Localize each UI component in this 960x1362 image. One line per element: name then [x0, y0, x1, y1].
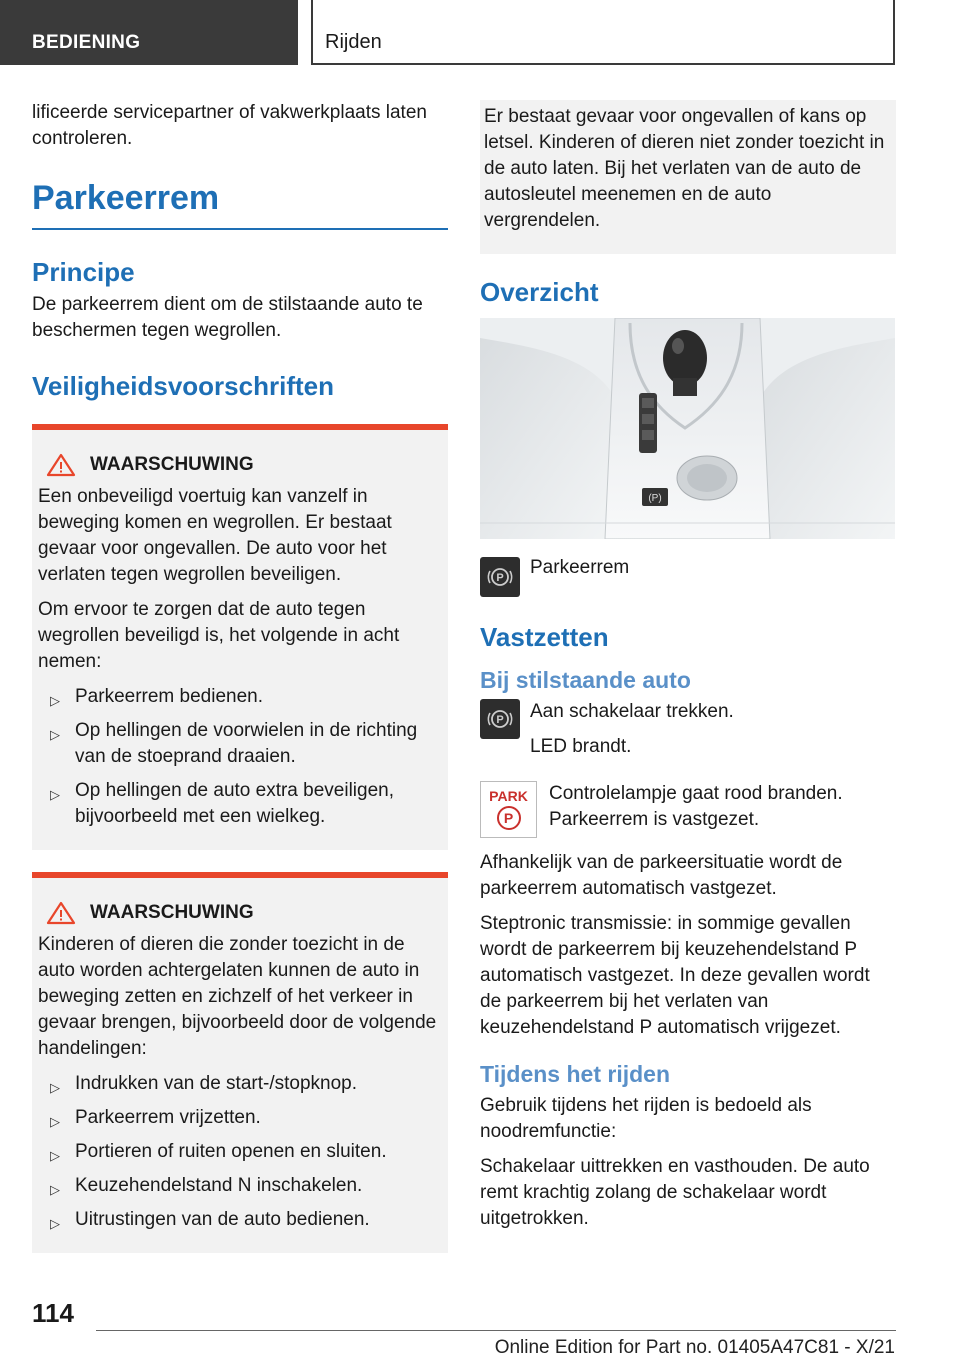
warning2-paragraph-1: Kinderen of dieren die zonder toezicht in de auto worden achtergelaten kunnen de auto in beweging zetten en zichzelf of het verkeer in gevaar brengen, bijvoorbeeld door de volgende handelingen: [38, 934, 437, 1059]
warning-title-2 [38, 900, 440, 926]
intro-paragraph: lificeerde servicepartner of vakwerkplaats laten controleren. [32, 102, 427, 149]
step-pull-switch: Aan schakelaar trekken. [530, 701, 734, 722]
list-item: ▷ Indrukken van de start-/stopknop. [38, 1071, 440, 1097]
triangle-bullet-icon: ▷ [50, 1114, 60, 1129]
parking-brake-switch-icon [480, 557, 520, 597]
triangle-bullet-icon: ▷ [50, 693, 60, 708]
parking-brake-switch-icon [480, 699, 520, 739]
footer-edition: Online Edition for Part no. 01405A47C81 - X/21 [494, 1337, 895, 1358]
list-item: ▷ Parkeerrem bedienen. [38, 684, 440, 710]
vastzetten-heading: Vastzetten [480, 622, 609, 652]
overview-heading: Overzicht [480, 277, 599, 307]
warning1-paragraph-1: Een onbeveiligd voertuig kan vanzelf in beweging komen en wegrollen. Er bestaat gevaar voor ongevallen. De auto voor het verlaten tegen wegrollen beveiligen. [38, 486, 392, 585]
warning-title-text-2: WAARSCHUWING [90, 902, 254, 923]
park-indicator-icon [480, 781, 537, 838]
safety-heading: Veiligheidsvoorschriften [32, 371, 334, 401]
triangle-bullet-icon: ▷ [50, 1148, 60, 1163]
list-item: ▷ Keuzehendelstand N inschakelen. [38, 1173, 440, 1199]
list-item: ▷ Uitrustingen van de auto bedienen. [38, 1207, 440, 1233]
warning-triangle-icon [46, 901, 76, 925]
svg-text:P: P [496, 714, 504, 726]
page-number: 114 [32, 1298, 74, 1328]
step-row [480, 699, 896, 769]
warning1-paragraph-2: Om ervoor te zorgen dat de auto tegen wegrollen beveiligd is, het volgende in acht nemen: [38, 599, 400, 672]
section-tab [0, 0, 298, 65]
stilstand-heading: Bij stilstaande auto [480, 667, 691, 693]
left-column [32, 100, 448, 1253]
list-item: ▷ Portieren of ruiten openen en sluiten. [38, 1139, 440, 1165]
triangle-bullet-icon: ▷ [50, 1182, 60, 1197]
step-led-on: LED brandt. [530, 736, 632, 757]
warning-title-text-1: WAARSCHUWING [90, 454, 254, 475]
park-icon-symbol: P [497, 806, 521, 830]
footer-divider [96, 1330, 896, 1331]
warning1-list [38, 684, 440, 830]
list-item: ▷ Op hellingen de voorwielen in de richting van de stoeprand draaien. [50, 720, 418, 767]
list-item: ▷ Op hellingen de auto extra beveiligen, bijvoorbeeld met een wielkeg. [50, 780, 395, 827]
right-column [480, 100, 896, 1241]
triangle-bullet-icon: ▷ [50, 727, 60, 742]
control-lamp-row [480, 781, 896, 842]
chapter-tab [311, 0, 895, 65]
legend-label: Parkeerrem [530, 557, 630, 578]
triangle-bullet-icon: ▷ [50, 1080, 60, 1095]
auto-apply-paragraph: Afhankelijk van de parkeersituatie wordt de parkeerrem automatisch vastgezet. [480, 852, 843, 899]
warning-continuation-box [480, 100, 896, 254]
center-console-photo [480, 318, 895, 539]
principe-heading: Principe [32, 257, 135, 287]
svg-text:(P): (P) [648, 493, 662, 504]
principe-text: De parkeerrem dient om de stilstaande auto te beschermen tegen wegrollen. [32, 294, 423, 341]
page-title: Parkeerrem [32, 176, 448, 230]
warning-box-2 [32, 872, 448, 1253]
warning-box-1 [32, 424, 448, 850]
warning-title-1 [38, 452, 440, 478]
svg-text:P: P [496, 572, 504, 584]
triangle-bullet-icon: ▷ [50, 1216, 60, 1231]
steptronic-paragraph: Steptronic transmissie: in sommige gevallen wordt de parkeerrem bij keuzehendelstand P automatisch vastgezet. In deze gevallen wordt de parkeerrem bij het verlaten van keuzehendelstand P automatisch vrijgezet. [480, 913, 870, 1038]
parkeerrem-legend [480, 557, 896, 597]
rijden-paragraph-1: Gebruik tijdens het rijden is bedoeld als noodremfunctie: [480, 1095, 812, 1142]
warning-triangle-icon [46, 453, 76, 477]
warning-continuation-text: Er bestaat gevaar voor ongevallen of kans op letsel. Kinderen of dieren niet zonder toezicht in de auto laten. Bij het verlaten van de auto de autosleutel meenemen en de auto vergrendelen. [484, 106, 885, 231]
list-item: ▷ Parkeerrem vrijzetten. [38, 1105, 440, 1131]
park-icon-label: PARK [489, 788, 528, 804]
rijden-paragraph-2: Schakelaar uittrekken en vasthouden. De auto remt krachtig zolang de schakelaar wordt uitgetrokken. [480, 1156, 870, 1229]
triangle-bullet-icon: ▷ [50, 787, 60, 802]
chapter-title: Rijden [325, 31, 382, 53]
section-title: BEDIENING [32, 32, 141, 53]
rijden-heading: Tijdens het rijden [480, 1061, 670, 1087]
warning2-list [38, 1071, 440, 1233]
control-lamp-text: Controlelampje gaat rood branden. Parkeerrem is vastgezet. [549, 783, 843, 830]
